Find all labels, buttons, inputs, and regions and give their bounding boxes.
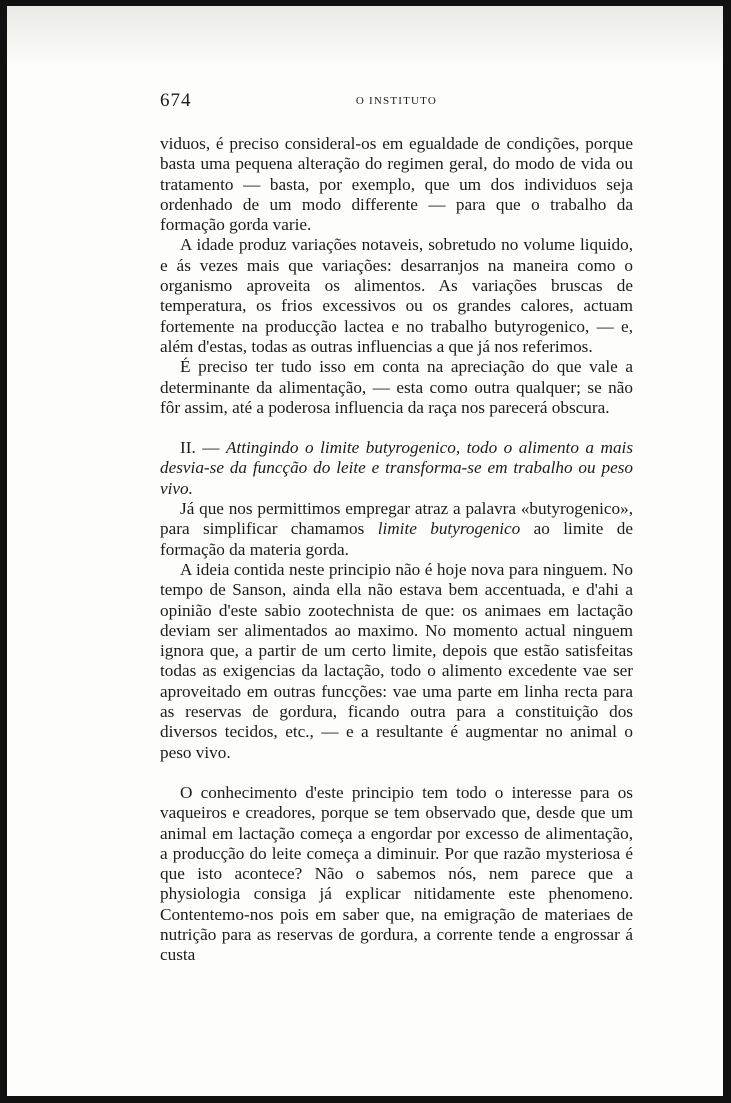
text-run: ao limite de formação da materia gorda.	[160, 519, 633, 559]
page-number: 674	[160, 90, 192, 111]
paragraph-sanson	[160, 560, 633, 763]
section-heading-ii	[160, 438, 633, 499]
italic-text: Attingindo o limite butyrogenico, todo o alimento a mais desvia-se da funcção do leite e transforma-se em trabalho ou peso vivo.	[160, 438, 634, 498]
paragraph-assessment	[160, 357, 633, 418]
body-text	[160, 134, 633, 966]
text-run: É preciso ter tudo isso em conta na apreciação do que vale a determinante da alimentação, — esta como outra qualquer; se não fôr assim, até a poderosa influencia da raça nos parecerá obscura.	[160, 357, 633, 417]
italic-text: limite butyrogenico	[377, 519, 521, 539]
text-run: A idade produz variações notaveis, sobretudo no volume liquido, e ás vezes mais que variações: desarranjos na maneira como o organismo aproveita os alimentos. As variações bruscas de temperatura, os frios excessivos ou os grandes calores, actuam fortemente na producção lactea e no trabalho butyrogenico, — e, além d'estas, todas as outras influencias a que já nos referimos.	[160, 235, 633, 356]
paragraph-definition	[160, 499, 633, 560]
text-run: viduos, é preciso consideral-os em egualdade de condições, porque basta uma pequena alteração do regimen geral, do modo de vida ou tratamento — basta, por exemplo, que um dos individuos seja ordenhado de um modo differente — para que o trabalho da formação gorda varie.	[160, 134, 633, 235]
paragraph-continuation	[160, 134, 633, 235]
paragraph-knowledge	[160, 783, 633, 966]
text-run: II. —	[180, 438, 226, 458]
text-run: Já que nos permittimos empregar atraz a palavra «butyrogenico», para simplificar chamamos	[160, 499, 633, 539]
paragraph-age-variations	[160, 235, 633, 357]
page-header	[160, 90, 633, 118]
scan-shading	[7, 6, 723, 66]
text-run: O conhecimento d'este principio tem todo o interesse para os vaqueiros e creadores, porque se tem observado que, desde que um animal em lactação começa a engordar por excesso de alimentação, a producção do leite começa a diminuir. Por que razão mysteriosa é que isto acontece? Não o sabemos nós, nem parece que a physiologia consiga já explicar nitidamente este phenomeno. Contentemo-nos pois em saber que, na emigração de materiaes de nutrição para as reservas de gordura, a corrente tende a engrossar á custa	[160, 782, 633, 965]
running-head: O INSTITUTO	[355, 95, 438, 107]
text-run: A ideia contida neste principio não é hoje nova para ninguem. No tempo de Sanson, ainda ella não estava bem accentuada, e d'ahi a opinião d'este sabio zootechnista de que: os animaes em lactação deviam ser alimentados ao maximo. No momento actual ninguem ignora que, a partir de um certo limite, depois que estão satisfeitas todas as exigencias da lactação, todo o alimento excedente vae ser aproveitado em outras funcções: vae uma parte em linha recta para as reservas de gordura, ficando outra para a constituição dos diversos tecidos, etc., — e a resultante é augmentar no animal o peso vivo.	[160, 559, 633, 762]
